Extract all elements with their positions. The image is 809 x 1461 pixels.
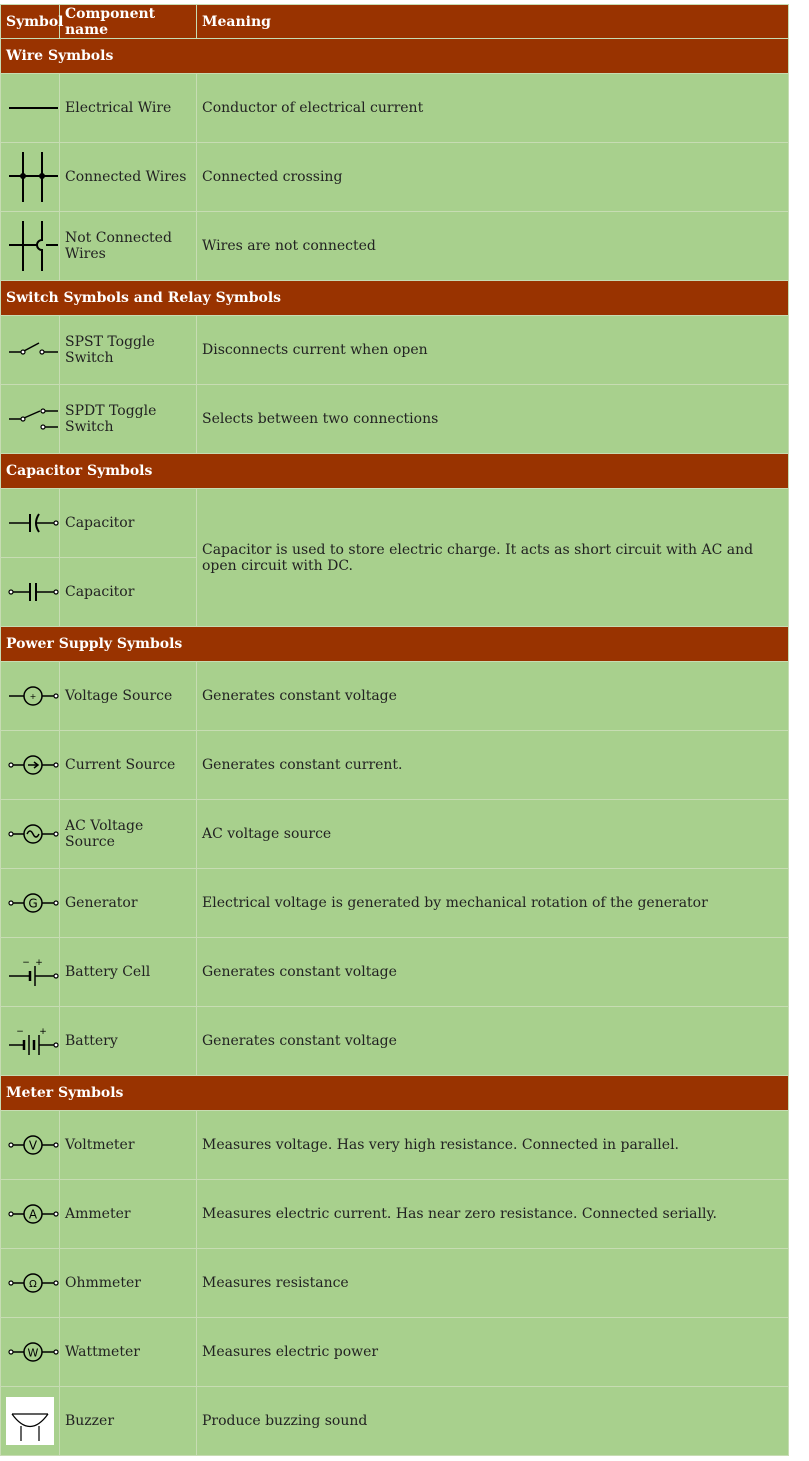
section-title: Capacitor Symbols	[1, 454, 789, 489]
symbol-cell	[1, 662, 60, 731]
wattmeter-letter: W	[27, 1346, 39, 1360]
symbol-cell	[1, 869, 60, 938]
component-name: Generator	[60, 869, 197, 938]
wattmeter-icon	[6, 1337, 60, 1367]
symbol-cell	[1, 800, 60, 869]
electrical-wire-icon	[6, 88, 60, 128]
generator-icon	[6, 888, 60, 918]
symbol-cell	[1, 489, 60, 558]
symbol-cell	[1, 1249, 60, 1318]
table-row	[1, 731, 789, 800]
component-meaning: Connected crossing	[197, 143, 789, 212]
table-row	[1, 489, 789, 558]
plus-sign: +	[29, 692, 37, 701]
table-row	[1, 869, 789, 938]
header-symbol: Symbol	[1, 5, 60, 39]
voltage-source-icon	[6, 681, 60, 711]
symbol-cell	[1, 316, 60, 385]
polarized-capacitor-icon	[6, 508, 60, 538]
component-name: Buzzer	[60, 1387, 197, 1456]
section-title: Power Supply Symbols	[1, 627, 789, 662]
header-component-name: Component name	[60, 5, 197, 39]
capacitor-meaning: Capacitor is used to store electric charge. It acts as short circuit with AC and open circuit with DC.	[197, 489, 789, 627]
symbol-cell	[1, 74, 60, 143]
component-meaning: Generates constant voltage	[197, 662, 789, 731]
ac-voltage-source-icon	[6, 819, 60, 849]
component-name: Battery Cell	[60, 938, 197, 1007]
component-meaning: Disconnects current when open	[197, 316, 789, 385]
battery-cell-icon	[6, 955, 60, 989]
component-name: Voltmeter	[60, 1111, 197, 1180]
component-name: SPDT Toggle Switch	[60, 385, 197, 454]
ohmmeter-letter: Ω	[29, 1279, 37, 1290]
component-name: Connected Wires	[60, 143, 197, 212]
component-name: AC Voltage Source	[60, 800, 197, 869]
component-meaning: Produce buzzing sound	[197, 1387, 789, 1456]
component-meaning: Measures electric power	[197, 1318, 789, 1387]
component-name: Current Source	[60, 731, 197, 800]
component-name: Not Connected Wires	[60, 212, 197, 281]
symbol-cell	[1, 212, 60, 281]
section-wire	[1, 39, 789, 74]
component-meaning: Conductor of electrical current	[197, 74, 789, 143]
ohmmeter-icon	[6, 1268, 60, 1298]
section-title: Switch Symbols and Relay Symbols	[1, 281, 789, 316]
table-row	[1, 1007, 789, 1076]
component-meaning: Measures electric current. Has near zero resistance. Connected serially.	[197, 1180, 789, 1249]
minus-sign: −	[16, 1027, 24, 1037]
battery-icon	[6, 1024, 60, 1058]
table-row	[1, 212, 789, 281]
ammeter-letter: A	[28, 1207, 38, 1222]
table-row	[1, 1111, 789, 1180]
voltmeter-icon	[6, 1130, 60, 1160]
section-title: Meter Symbols	[1, 1076, 789, 1111]
plus-sign: +	[35, 958, 43, 968]
component-name: Battery	[60, 1007, 197, 1076]
table-row	[1, 1180, 789, 1249]
component-meaning: AC voltage source	[197, 800, 789, 869]
component-name: Capacitor	[60, 489, 197, 558]
table-row	[1, 938, 789, 1007]
header-meaning: Meaning	[197, 5, 789, 39]
section-title: Wire Symbols	[1, 39, 789, 74]
component-meaning: Generates constant voltage	[197, 1007, 789, 1076]
symbol-cell	[1, 385, 60, 454]
component-meaning: Generates constant voltage	[197, 938, 789, 1007]
component-meaning: Measures voltage. Has very high resistance. Connected in parallel.	[197, 1111, 789, 1180]
table-row	[1, 662, 789, 731]
minus-sign: −	[22, 958, 30, 968]
component-name: Ammeter	[60, 1180, 197, 1249]
component-meaning: Selects between two connections	[197, 385, 789, 454]
symbol-cell	[1, 143, 60, 212]
symbols-table	[0, 4, 789, 1456]
connected-wires-icon	[6, 149, 60, 205]
ammeter-icon	[6, 1199, 60, 1229]
table-row	[1, 1387, 789, 1456]
symbol-cell	[1, 731, 60, 800]
component-name: Electrical Wire	[60, 74, 197, 143]
symbol-cell	[1, 1007, 60, 1076]
section-capacitor	[1, 454, 789, 489]
not-connected-wires-icon	[6, 218, 60, 274]
generator-letter: G	[28, 896, 38, 911]
header-row	[1, 5, 789, 39]
component-name: Wattmeter	[60, 1318, 197, 1387]
current-source-icon	[6, 750, 60, 780]
symbol-cell	[1, 1318, 60, 1387]
buzzer-icon	[6, 1397, 54, 1445]
component-meaning: Measures resistance	[197, 1249, 789, 1318]
component-name: SPST Toggle Switch	[60, 316, 197, 385]
section-switch	[1, 281, 789, 316]
symbol-cell	[1, 1180, 60, 1249]
component-meaning: Electrical voltage is generated by mechanical rotation of the generator	[197, 869, 789, 938]
capacitor-icon	[6, 577, 60, 607]
table-row	[1, 385, 789, 454]
table-row	[1, 1318, 789, 1387]
section-power	[1, 627, 789, 662]
voltmeter-letter: V	[28, 1138, 38, 1153]
table-row	[1, 1249, 789, 1318]
spdt-switch-icon	[6, 401, 60, 437]
section-meter	[1, 1076, 789, 1111]
component-name: Voltage Source	[60, 662, 197, 731]
symbol-cell	[1, 1111, 60, 1180]
table-row	[1, 800, 789, 869]
symbol-cell	[1, 938, 60, 1007]
spst-switch-icon	[6, 335, 60, 365]
component-meaning: Generates constant current.	[197, 731, 789, 800]
table-row	[1, 74, 789, 143]
table-row	[1, 143, 789, 212]
table-row	[1, 316, 789, 385]
plus-sign: +	[39, 1027, 47, 1037]
symbol-cell	[1, 558, 60, 627]
component-name: Ohmmeter	[60, 1249, 197, 1318]
component-name: Capacitor	[60, 558, 197, 627]
symbol-cell	[1, 1387, 60, 1456]
component-meaning: Wires are not connected	[197, 212, 789, 281]
